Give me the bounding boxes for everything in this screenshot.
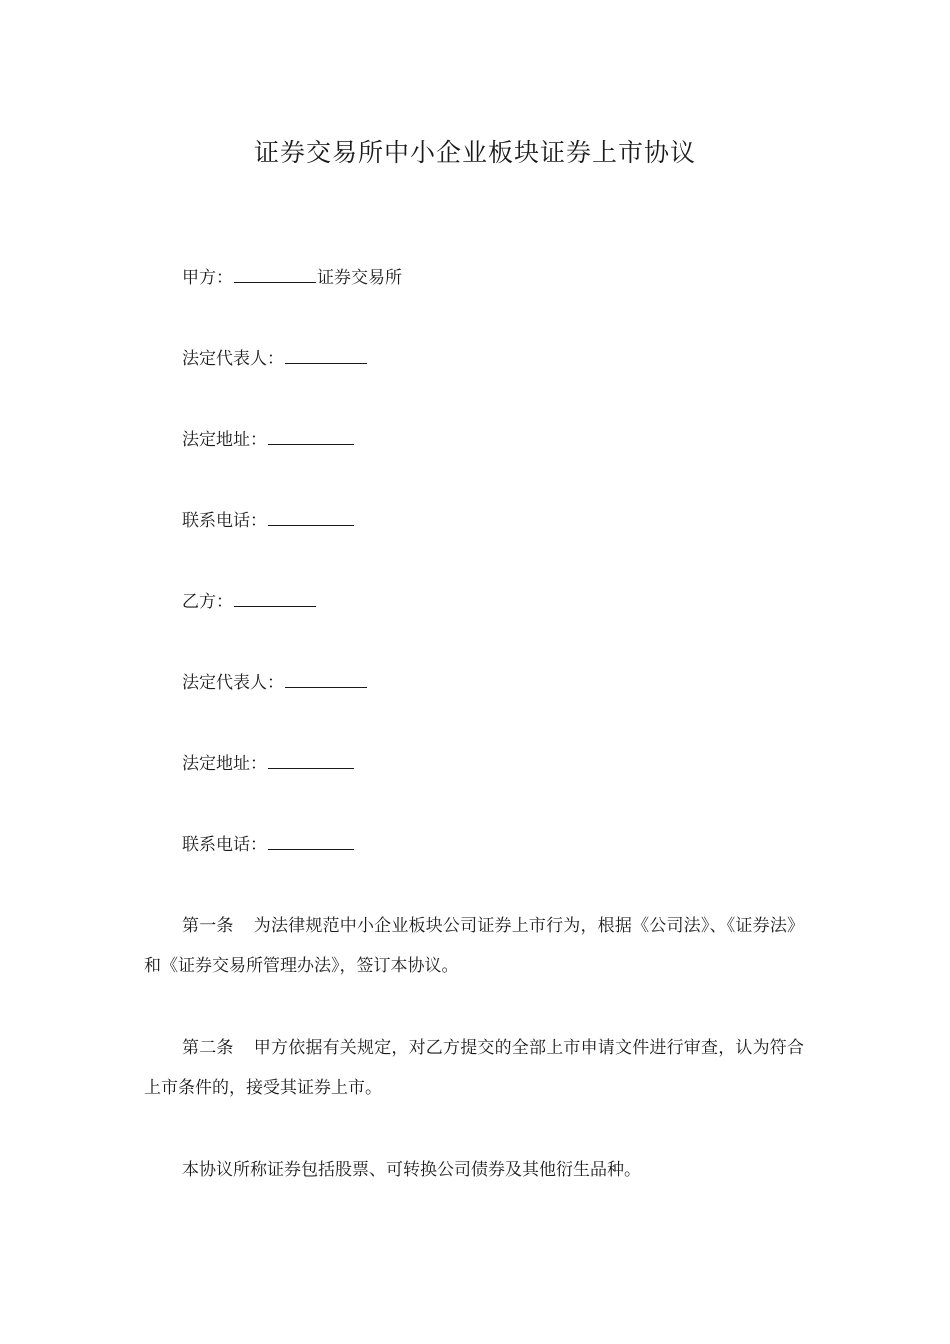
party-a-address-line (182, 428, 355, 452)
document-title: 证券交易所中小企业板块证券上市协议 (253, 138, 696, 167)
securities-note-text: 本协议所称证券包括股票、可转换公司债券及其他衍生品种。 (182, 1160, 641, 1180)
article-2-text: 甲方依据有关规定，对乙方提交的全部上市申请文件进行审查，认为符合上市条件的，接受其证券上市。 (144, 1038, 805, 1098)
party-b-phone-label: 联系电话： (182, 835, 267, 855)
party-a-rep-blank[interactable] (285, 347, 367, 364)
party-b-rep-blank[interactable] (285, 671, 367, 688)
party-b-address-label: 法定地址： (182, 754, 267, 774)
party-a-suffix: 证券交易所 (317, 268, 402, 288)
party-a-address-label: 法定地址： (182, 430, 267, 450)
article-1 (144, 906, 804, 986)
article-2-heading: 第二条 (182, 1038, 234, 1058)
party-b-line (182, 590, 317, 614)
party-a-phone-blank[interactable] (268, 509, 354, 526)
article-2 (144, 1028, 804, 1108)
party-b-rep-line (182, 671, 368, 695)
article-1-heading: 第一条 (182, 916, 234, 936)
party-b-rep-label: 法定代表人： (182, 673, 284, 693)
party-b-address-line (182, 752, 355, 776)
party-a-label: 甲方： (182, 268, 233, 288)
party-a-rep-line (182, 347, 368, 371)
article-1-text: 为法律规范中小企业板块公司证券上市行为，根据《公司法》、《证券法》和《证券交易所管理办法》，签订本协议。 (144, 916, 805, 976)
securities-note (144, 1150, 804, 1190)
party-b-address-blank[interactable] (268, 752, 354, 769)
party-b-blank[interactable] (234, 590, 316, 607)
party-a-line (182, 266, 402, 290)
party-b-phone-line (182, 833, 355, 857)
party-a-blank[interactable] (234, 266, 316, 283)
party-b-label: 乙方： (182, 592, 233, 612)
party-b-phone-blank[interactable] (268, 833, 354, 850)
party-a-rep-label: 法定代表人： (182, 349, 284, 369)
party-a-phone-label: 联系电话： (182, 511, 267, 531)
party-a-phone-line (182, 509, 355, 533)
party-a-address-blank[interactable] (268, 428, 354, 445)
